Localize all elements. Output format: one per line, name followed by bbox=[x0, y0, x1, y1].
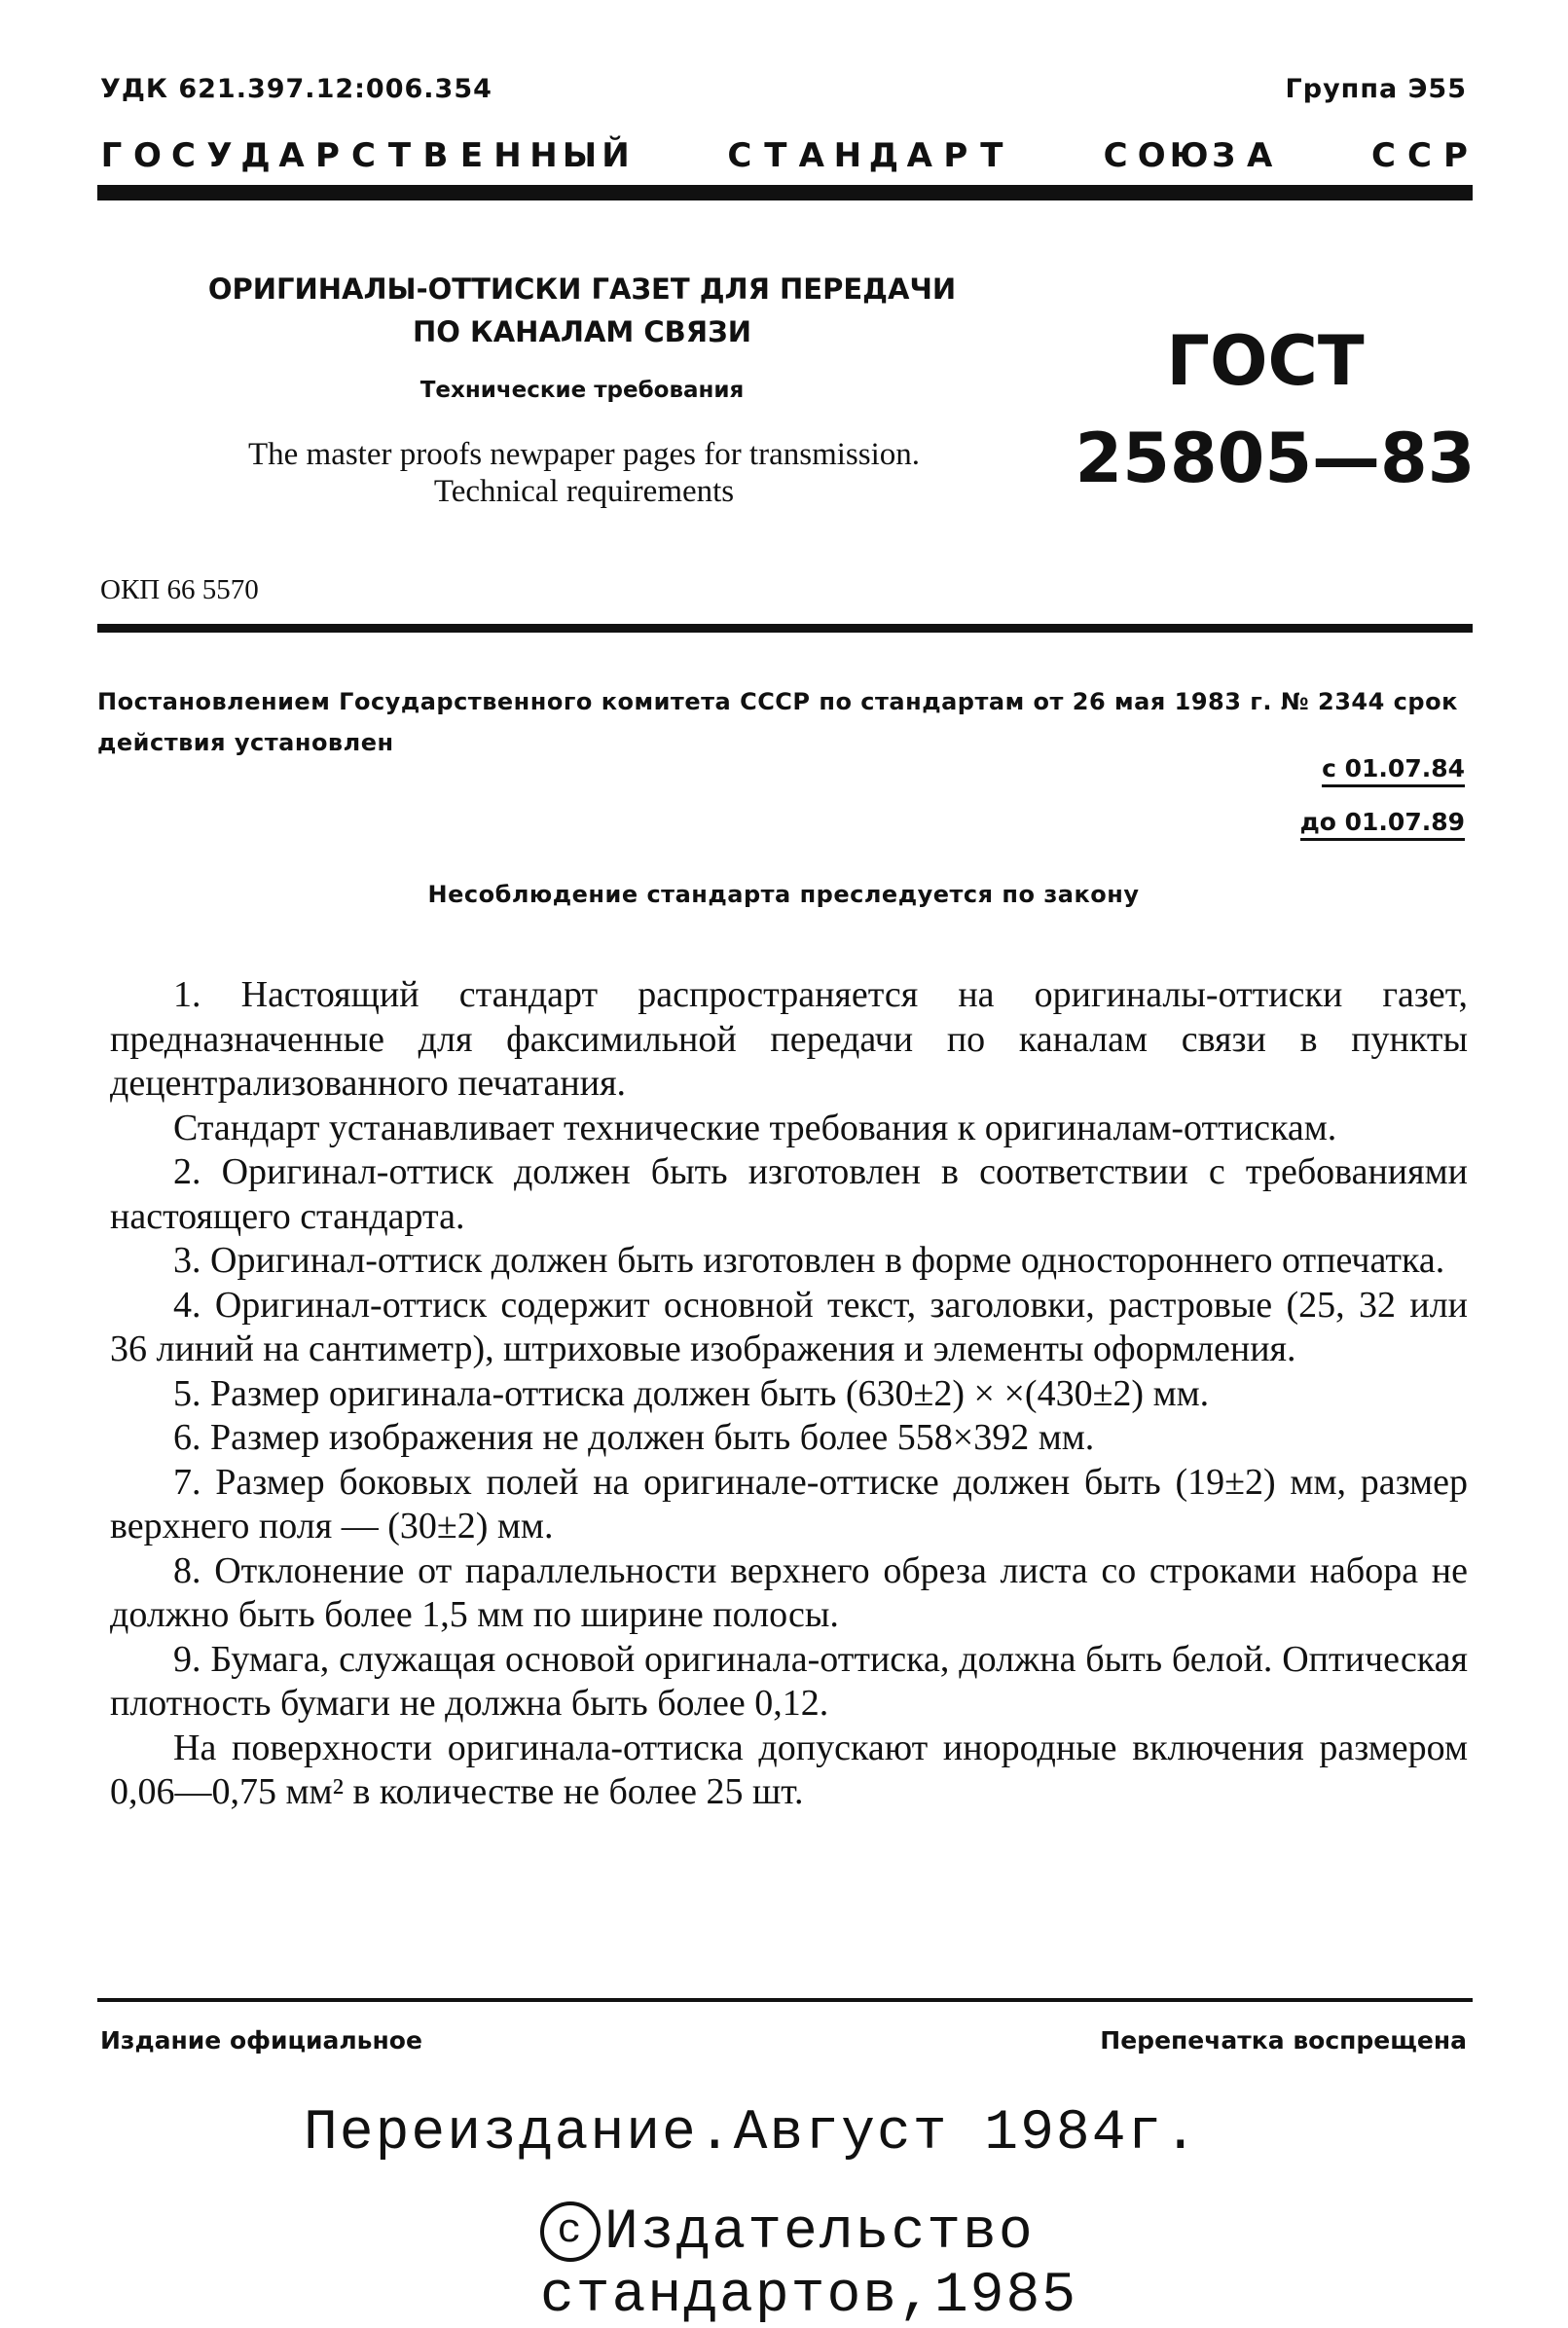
body-paragraph: 9. Бумага, служащая основой оригинала-оттиска, должна быть белой. Оптическая плотность бумаги не должна быть более 0,12. bbox=[110, 1638, 1468, 1724]
middle-rule bbox=[97, 624, 1473, 633]
banner-word: С Т А Н Д А Р Т bbox=[727, 136, 1003, 175]
udk-code: УДК 621.397.12:006.354 bbox=[100, 74, 492, 104]
copyright-icon: с bbox=[540, 2201, 601, 2262]
effective-date-from: с 01.07.84 bbox=[1322, 754, 1465, 787]
title-line-2: ПО КАНАЛАМ СВЯЗИ bbox=[413, 315, 751, 348]
body-paragraph: 2. Оригинал-оттиск должен быть изготовлен в соответствии с требованиями настоящего стандарта. bbox=[110, 1151, 1468, 1237]
body-paragraph: 3. Оригинал-оттиск должен быть изготовлен в форме одностороннего отпечатка. bbox=[173, 1240, 1445, 1281]
body-paragraph: 4. Оригинал-оттиск содержит основной текст, заголовки, растровые (25, 32 или 36 линий на сантиметр), штриховые изображения и элементы оформления. bbox=[110, 1284, 1468, 1369]
reprint-prohibited-note: Перепечатка воспрещена bbox=[1100, 2026, 1467, 2055]
body-paragraph: На поверхности оригинала-оттиска допускают инородные включения размером 0,06—0,75 мм² в количестве не более 25 шт. bbox=[110, 1727, 1468, 1812]
group-code: Группа Э55 bbox=[1285, 74, 1467, 104]
reissue-stamp: Переиздание.Август 1984г. bbox=[304, 2102, 1200, 2165]
official-edition-note: Издание официальное bbox=[100, 2026, 422, 2055]
publisher-stamp bbox=[540, 2201, 1568, 2328]
banner-word: С С Р bbox=[1371, 136, 1468, 175]
state-standard-banner bbox=[93, 136, 1474, 175]
banner-word: Г О С У Д А Р С Т В Е Н Н Ы Й bbox=[100, 136, 630, 175]
effective-date-to: до 01.07.89 bbox=[1300, 808, 1465, 841]
top-rule bbox=[97, 185, 1473, 200]
body-paragraph: 5. Размер оригинала-оттиска должен быть (630±2) × ×(430±2) мм. bbox=[173, 1372, 1210, 1414]
okp-code: ОКП 66 5570 bbox=[100, 574, 259, 605]
english-title bbox=[97, 436, 1071, 510]
gost-number: 25805—83 bbox=[1075, 418, 1476, 498]
body-paragraph: 6. Размер изображения не должен быть более 558×392 мм. bbox=[173, 1417, 1095, 1458]
body-paragraph: 8. Отклонение от параллельности верхнего обреза листа со строками набора не должно быть более 1,5 мм по ширине полосы. bbox=[110, 1549, 1468, 1635]
document-title bbox=[173, 268, 991, 353]
body-paragraph: 1. Настоящий стандарт распространяется на оригиналы-оттиски газет, предназначенные для факсимильной передачи по каналам связи в пункты децентрализованного печатания. bbox=[110, 974, 1468, 1104]
document-subtitle: Технические требования bbox=[419, 378, 745, 403]
english-title-line-2: Technical requirements bbox=[433, 474, 735, 509]
body-paragraph: Стандарт устанавливает технические требования к оригиналам-оттискам. bbox=[173, 1107, 1337, 1148]
gost-label: ГОСТ bbox=[1166, 321, 1365, 401]
body-paragraph: 7. Размер боковых полей на оригинале-оттиске должен быть (19±2) мм, размер верхнего поля — (30±2) мм. bbox=[110, 1461, 1468, 1546]
bottom-rule bbox=[97, 1998, 1473, 2002]
legal-warning: Несоблюдение стандарта преследуется по закону bbox=[427, 881, 1140, 908]
title-line-1: ОРИГИНАЛЫ-ОТТИСКИ ГАЗЕТ ДЛЯ ПЕРЕДАЧИ bbox=[207, 273, 957, 306]
decree-text: Постановлением Государственного комитета СССР по стандартам от 26 мая 1983 г. № 2344 срок действия установлен bbox=[97, 688, 1458, 756]
banner-word: С О Ю З А bbox=[1103, 136, 1273, 175]
english-title-line-1: The master proofs newpaper pages for transmission. bbox=[247, 437, 921, 472]
publisher-name: Издательство стандартов,1985 bbox=[540, 2201, 1078, 2328]
standard-body bbox=[110, 973, 1468, 1815]
